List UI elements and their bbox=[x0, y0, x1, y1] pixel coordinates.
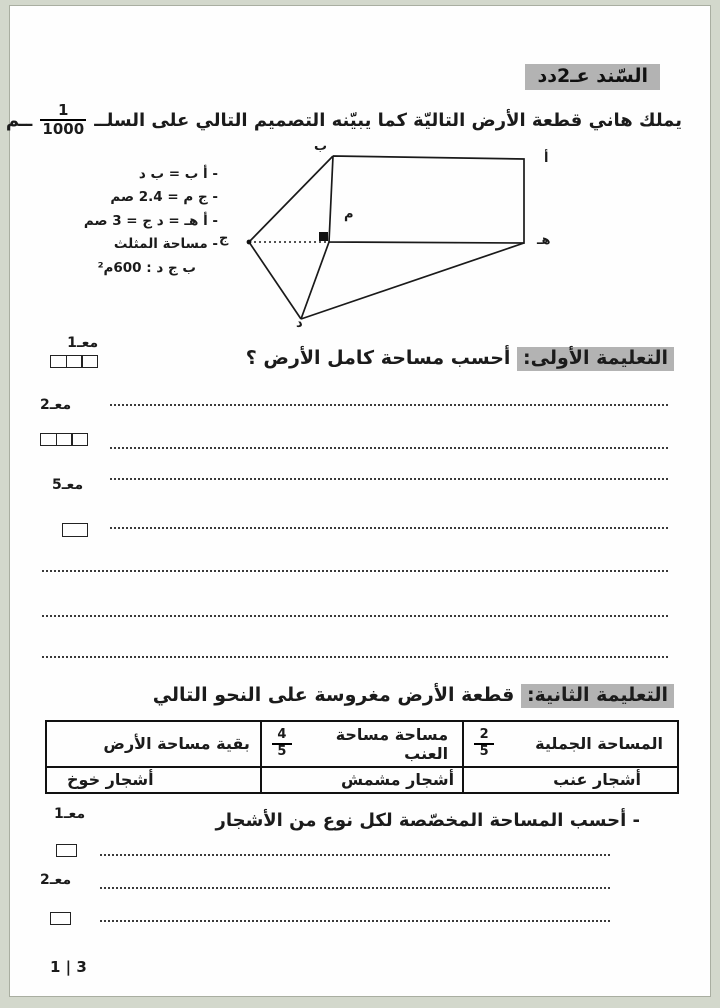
answer-dotted-line bbox=[42, 569, 668, 572]
marker-label: معـ5 bbox=[52, 476, 84, 493]
instruction-1-label: التعليمة الأولى: bbox=[517, 347, 674, 371]
grade-box-b2 bbox=[50, 912, 71, 925]
answer-dotted-line bbox=[100, 853, 610, 856]
table-trees-row bbox=[46, 767, 678, 793]
answer-area-2 bbox=[38, 805, 682, 922]
land-plan-drawing bbox=[208, 143, 568, 335]
intro-line bbox=[5, 101, 682, 139]
answer-dotted-line bbox=[100, 919, 610, 922]
vertex-label-a: أ bbox=[544, 150, 549, 166]
vertex-label-h: هـ bbox=[537, 232, 551, 248]
answer-dotted-line bbox=[42, 614, 668, 617]
marker-label: معـ1 bbox=[54, 805, 86, 822]
marker-label: معـ1 bbox=[67, 334, 99, 351]
cell-apricot-trees: أشجار مشمش bbox=[261, 767, 463, 793]
fraction-two-fifths: $\frac{2}{5}$ bbox=[474, 728, 494, 760]
grade-boxes-2 bbox=[42, 429, 88, 446]
support-badge: السّند عـ2دد bbox=[525, 64, 660, 90]
note-line: - أ هـ = د ج = 3 صم bbox=[83, 212, 218, 229]
instruction-2-line bbox=[148, 684, 674, 706]
answer-dotted-line bbox=[110, 526, 668, 529]
grade-marker-1 bbox=[52, 335, 98, 368]
grade-marker-b1 bbox=[54, 806, 85, 822]
note-line: - مساحة المثلث bbox=[113, 236, 218, 253]
instruction-2-question: قطعة الأرض مغروسة على النحو التالي bbox=[152, 683, 515, 706]
note-line: ب ج د : 600م² bbox=[97, 260, 196, 276]
instruction-1-row bbox=[38, 334, 682, 389]
task-line: - أحسب المساحة المخصّصة لكل نوع من الأشجار bbox=[215, 809, 640, 831]
vertex-label-b: ب bbox=[314, 138, 328, 154]
page-number: 1 | 3 bbox=[50, 958, 87, 976]
grade-boxes bbox=[52, 355, 98, 368]
answer-dotted-line bbox=[100, 886, 610, 889]
answer-dotted-line bbox=[110, 477, 668, 480]
marker-label: معـ2 bbox=[40, 871, 72, 888]
scale-fraction bbox=[40, 102, 86, 139]
instruction-1-question: أحسب مساحة كامل الأرض ؟ bbox=[245, 346, 511, 369]
right-angle-marker bbox=[319, 232, 328, 241]
cell-peach-trees: أشجار خوخ bbox=[46, 767, 261, 793]
vertex-label-d: د bbox=[296, 315, 303, 331]
fraction-four-fifths: $\frac{4}{5}$ bbox=[272, 728, 292, 760]
answer-area-1 bbox=[38, 396, 682, 658]
instruction-2-label: التعليمة الثانية: bbox=[521, 684, 674, 708]
answer-dotted-line bbox=[110, 403, 668, 406]
grade-marker-b2 bbox=[40, 872, 71, 888]
answer-dotted-line bbox=[110, 446, 668, 449]
intro-suffix: ــم bbox=[5, 109, 33, 131]
cell-text: المساحة الجملية bbox=[535, 734, 663, 753]
intro-text: يملك هاني قطعة الأرض التاليّة كما يبيّنه التصميم التالي على السلــ bbox=[94, 109, 682, 131]
figure-notes bbox=[42, 163, 218, 281]
land-figure-area bbox=[38, 138, 682, 337]
answer-dotted-line bbox=[42, 655, 668, 658]
vertex-label-m: م bbox=[344, 206, 354, 222]
cell-text: مساحة مساحة العنب bbox=[335, 724, 449, 763]
grade-marker-2 bbox=[40, 397, 71, 413]
scale-numerator: 1 bbox=[40, 102, 86, 121]
cell-total-area bbox=[463, 721, 678, 767]
vertex-label-j: ج bbox=[219, 230, 229, 246]
paper-sheet bbox=[5, 5, 711, 997]
grade-box-b1 bbox=[56, 844, 77, 857]
marker-label: معـ2 bbox=[40, 396, 72, 413]
scale-denominator: 1000 bbox=[42, 120, 85, 139]
planting-table bbox=[45, 720, 679, 794]
cell-grape-trees: أشجار عنب bbox=[463, 767, 678, 793]
cell-rest-area: بقية مساحة الأرض bbox=[46, 721, 261, 767]
note-line: - أ ب = ب د bbox=[138, 165, 218, 182]
page-content bbox=[5, 6, 710, 996]
cell-grape-area bbox=[261, 721, 463, 767]
badge-row bbox=[38, 64, 682, 90]
table-header-row bbox=[46, 721, 678, 767]
grade-marker-5 bbox=[52, 477, 83, 493]
note-line: - ج م = 2.4 صم bbox=[110, 189, 218, 206]
instruction-1-line bbox=[148, 347, 674, 369]
grade-box-5 bbox=[62, 523, 88, 537]
